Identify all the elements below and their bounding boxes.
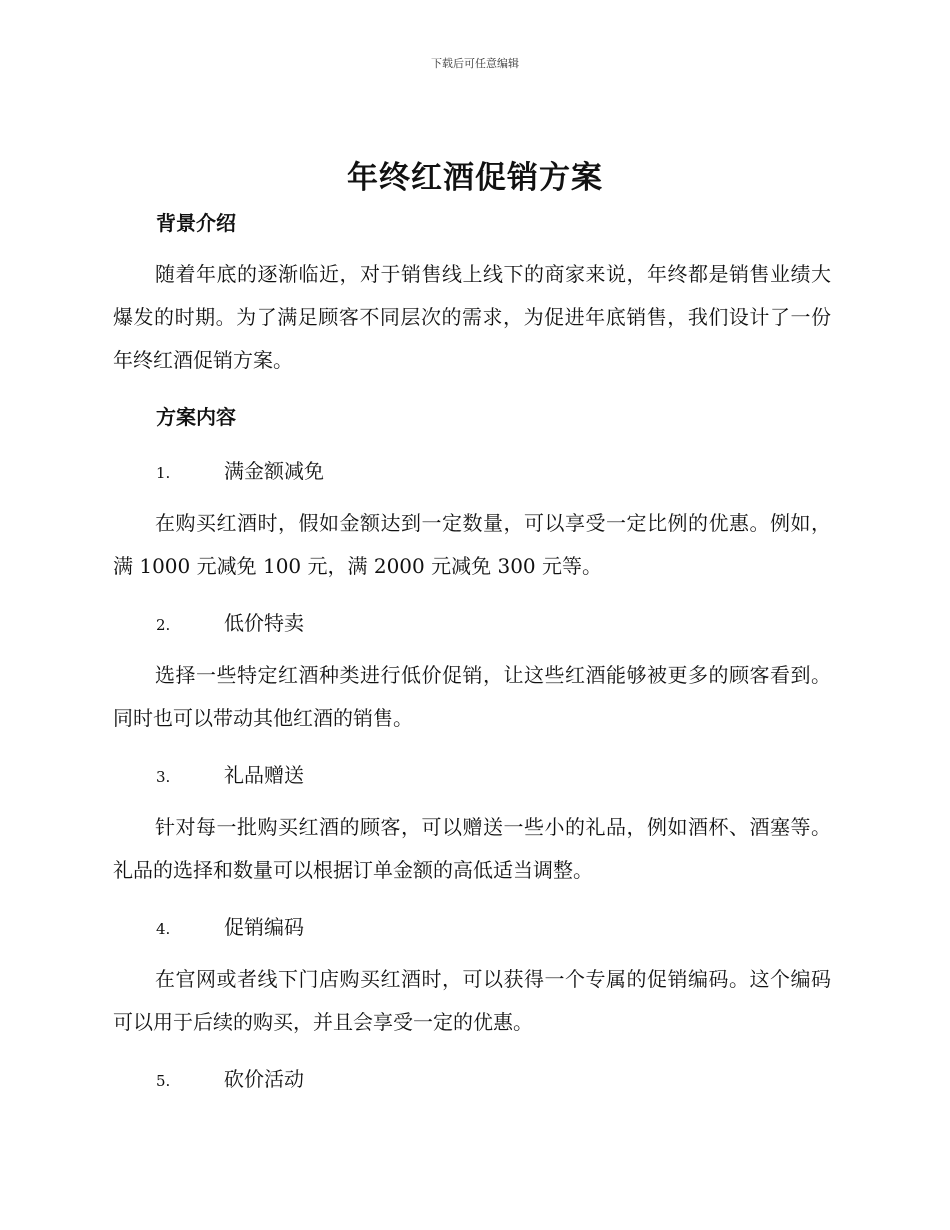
item-label: 满金额减免 [224, 459, 324, 483]
item-paragraph-3: 针对每一批购买红酒的顾客，可以赠送一些小的礼品，例如酒杯、酒塞等。礼品的选择和数量可以根据订单金额的高低适当调整。 [113, 815, 831, 882]
item-number: 2. [156, 616, 171, 634]
item-label: 礼品赠送 [224, 763, 304, 787]
list-item-3 [156, 759, 304, 788]
item-paragraph-4: 在官网或者线下门店购买红酒时，可以获得一个专属的促销编码。这个编码可以用于后续的购买，并且会享受一定的优惠。 [113, 967, 831, 1034]
background-paragraph: 随着年底的逐渐临近，对于销售线上线下的商家来说，年终都是销售业绩大爆发的时期。为了满足顾客不同层次的需求，为促进年底销售，我们设计了一份年终红酒促销方案。 [113, 262, 831, 372]
item-number: 3. [156, 768, 171, 786]
list-item-4 [156, 911, 304, 940]
list-item-2 [156, 607, 304, 636]
list-item-1 [156, 455, 324, 484]
item-number: 5. [156, 1072, 171, 1090]
header-note: 下载后可任意编辑 [431, 57, 519, 70]
item-label: 砍价活动 [224, 1067, 304, 1091]
item-paragraph-2: 选择一些特定红酒种类进行低价促销，让这些红酒能够被更多的顾客看到。同时也可以带动其他红酒的销售。 [113, 663, 831, 730]
item-number: 4. [156, 920, 171, 938]
item-label: 低价特卖 [224, 611, 304, 635]
document-title: 年终红酒促销方案 [347, 160, 603, 196]
section-heading-content: 方案内容 [156, 405, 236, 429]
list-item-5 [156, 1063, 304, 1092]
item-number: 1. [156, 464, 171, 482]
section-heading-background: 背景介绍 [156, 211, 236, 235]
item-label: 促销编码 [224, 915, 304, 939]
item-paragraph-1: 在购买红酒时，假如金额达到一定数量，可以享受一定比例的优惠。例如，满 1000 元减免 100 元，满 2000 元减免 300 元等。 [113, 511, 831, 578]
